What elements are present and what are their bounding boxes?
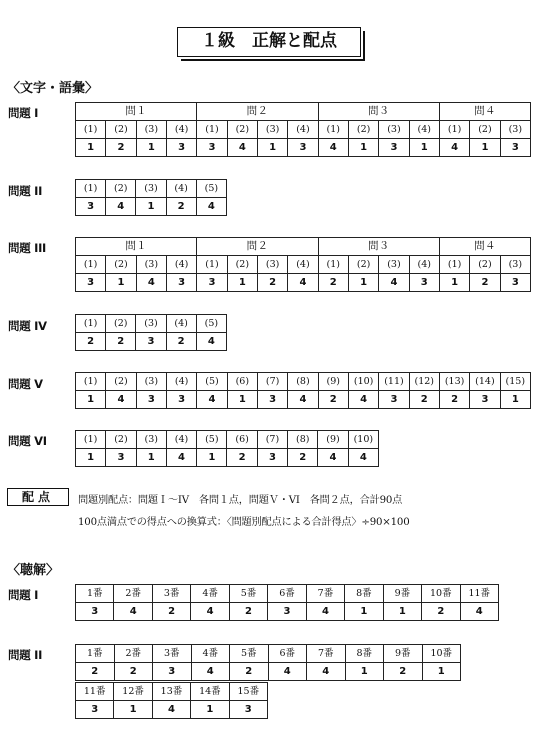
question-number-cell: (14) xyxy=(470,373,500,391)
question-number-cell: 10番 xyxy=(422,585,460,603)
question-number-cell: (5) xyxy=(196,180,226,198)
answer-cell: 4 xyxy=(460,603,498,621)
answer-cell: 2 xyxy=(166,333,196,351)
question-number-cell: (2) xyxy=(106,373,136,391)
answer-cell: 2 xyxy=(166,198,196,216)
question-number-cell: (1) xyxy=(197,256,227,274)
answer-cell: 1 xyxy=(136,198,166,216)
moji-p1-table xyxy=(75,102,531,157)
answer-cell: 2 xyxy=(76,333,106,351)
question-number-cell: (1) xyxy=(76,180,106,198)
answer-cell: 2 xyxy=(114,663,153,681)
group-header-row xyxy=(76,238,531,256)
question-number-cell: 4番 xyxy=(191,585,229,603)
question-number-cell: (1) xyxy=(76,373,106,391)
answer-cell: 4 xyxy=(318,139,348,157)
chokai-p2-label: 問題 II xyxy=(8,648,43,662)
answer-row xyxy=(76,139,531,157)
question-number-cell: 7番 xyxy=(306,585,344,603)
answer-cell: 2 xyxy=(318,391,348,409)
question-number-cell: (4) xyxy=(166,431,196,449)
question-number-cell: (3) xyxy=(257,256,287,274)
question-number-cell: (1) xyxy=(197,121,227,139)
answer-cell: 3 xyxy=(268,603,306,621)
question-number-cell: (13) xyxy=(439,373,469,391)
answer-cell: 3 xyxy=(288,139,318,157)
question-number-row xyxy=(76,645,461,663)
answer-cell: 3 xyxy=(409,274,439,292)
answer-cell: 1 xyxy=(227,274,257,292)
answer-row xyxy=(76,333,227,351)
question-number-cell: (3) xyxy=(257,121,287,139)
answer-cell: 1 xyxy=(257,139,287,157)
question-number-cell: (4) xyxy=(166,373,196,391)
moji-p2-label: 問題 II xyxy=(8,184,43,198)
question-number-cell: (4) xyxy=(288,256,318,274)
answer-cell: 1 xyxy=(227,391,257,409)
answer-cell: 2 xyxy=(409,391,439,409)
group-header-cell: 問１ xyxy=(76,103,197,121)
question-number-cell: (2) xyxy=(348,256,378,274)
answer-cell: 4 xyxy=(152,701,190,719)
chokai-p1-table xyxy=(75,584,499,621)
question-number-cell: (3) xyxy=(500,256,530,274)
question-number-cell: (5) xyxy=(197,373,227,391)
answer-cell: 1 xyxy=(136,139,166,157)
question-number-row xyxy=(76,256,531,274)
answer-cell: 1 xyxy=(345,603,383,621)
question-number-cell: 11番 xyxy=(460,585,498,603)
moji-p2-table xyxy=(75,179,227,216)
question-number-cell: (2) xyxy=(106,256,136,274)
group-header-cell: 問４ xyxy=(439,103,530,121)
question-number-cell: (3) xyxy=(379,121,409,139)
answer-cell: 2 xyxy=(76,663,115,681)
moji-p5-label: 問題 V xyxy=(8,377,43,391)
answer-cell: 4 xyxy=(348,391,378,409)
question-number-cell: 4番 xyxy=(191,645,230,663)
question-number-row xyxy=(76,585,499,603)
answer-cell: 1 xyxy=(383,603,421,621)
question-number-cell: (4) xyxy=(166,121,196,139)
question-number-cell: 6番 xyxy=(268,645,307,663)
answer-cell: 4 xyxy=(196,333,226,351)
question-number-cell: (4) xyxy=(166,256,196,274)
question-number-cell: (3) xyxy=(136,256,166,274)
answer-cell: 1 xyxy=(500,391,530,409)
answer-cell: 3 xyxy=(197,274,227,292)
answer-cell: 2 xyxy=(152,603,190,621)
answer-cell: 2 xyxy=(439,391,469,409)
answer-cell: 4 xyxy=(106,391,136,409)
moji-p3-label: 問題 III xyxy=(8,241,47,255)
question-number-cell: (1) xyxy=(76,121,106,139)
answer-cell: 4 xyxy=(106,198,136,216)
question-number-row xyxy=(76,121,531,139)
chokai-p1-label: 問題 I xyxy=(8,588,39,602)
question-number-cell: (3) xyxy=(136,121,166,139)
question-number-cell: (10) xyxy=(348,431,378,449)
answer-cell: 4 xyxy=(191,603,229,621)
question-number-cell: 8番 xyxy=(345,585,383,603)
haiten-tag: 配点 xyxy=(7,488,69,506)
question-number-cell: (1) xyxy=(318,256,348,274)
answer-cell: 3 xyxy=(76,603,114,621)
answer-row xyxy=(76,274,531,292)
answer-cell: 1 xyxy=(136,449,166,467)
answer-cell: 2 xyxy=(288,449,318,467)
question-number-cell: 2番 xyxy=(114,645,153,663)
answer-cell: 3 xyxy=(500,274,530,292)
question-number-cell: (1) xyxy=(76,431,106,449)
question-number-cell: 6番 xyxy=(268,585,306,603)
question-number-cell: (3) xyxy=(379,256,409,274)
answer-row xyxy=(76,663,461,681)
answer-cell: 1 xyxy=(197,449,227,467)
question-number-cell: (4) xyxy=(166,315,196,333)
question-number-cell: (2) xyxy=(227,256,257,274)
question-number-cell: 5番 xyxy=(229,585,267,603)
answer-cell: 3 xyxy=(76,701,114,719)
answer-cell: 2 xyxy=(470,274,500,292)
group-header-cell: 問３ xyxy=(318,103,439,121)
question-number-cell: (1) xyxy=(439,121,469,139)
answer-row xyxy=(76,198,227,216)
haiten-line-2: 100点満点での得点への換算式：〈問題別配点による合計得点〉÷90×100 xyxy=(78,517,410,528)
question-number-cell: (4) xyxy=(288,121,318,139)
answer-cell: 4 xyxy=(348,449,378,467)
answer-cell: 1 xyxy=(76,391,106,409)
group-header-cell: 問４ xyxy=(439,238,530,256)
answer-cell: 4 xyxy=(306,603,344,621)
moji-p1-label: 問題 I xyxy=(8,106,39,120)
section-heading-moji: 〈文字・語彙〉 xyxy=(7,81,99,96)
answer-cell: 3 xyxy=(106,449,136,467)
answer-cell: 4 xyxy=(136,274,166,292)
answer-cell: 2 xyxy=(229,603,267,621)
answer-cell: 1 xyxy=(114,701,152,719)
question-number-cell: (9) xyxy=(318,431,348,449)
answer-cell: 3 xyxy=(257,449,287,467)
answer-row xyxy=(76,701,268,719)
answer-cell: 1 xyxy=(106,274,136,292)
answer-cell: 1 xyxy=(348,274,378,292)
question-number-cell: 12番 xyxy=(114,683,152,701)
group-header-cell: 問１ xyxy=(76,238,197,256)
question-number-cell: (10) xyxy=(348,373,378,391)
moji-p4-table xyxy=(75,314,227,351)
answer-cell: 3 xyxy=(166,274,196,292)
question-number-cell: (12) xyxy=(409,373,439,391)
question-number-cell: (1) xyxy=(439,256,469,274)
answer-cell: 4 xyxy=(166,449,196,467)
question-number-cell: (5) xyxy=(196,315,226,333)
answer-cell: 2 xyxy=(384,663,423,681)
question-number-cell: 14番 xyxy=(191,683,229,701)
question-number-cell: 9番 xyxy=(383,585,421,603)
moji-p6-table xyxy=(75,430,379,467)
answer-cell: 4 xyxy=(439,139,469,157)
question-number-cell: (2) xyxy=(470,256,500,274)
question-number-cell: 1番 xyxy=(76,585,114,603)
question-number-cell: (5) xyxy=(197,431,227,449)
answer-row xyxy=(76,391,531,409)
answer-cell: 3 xyxy=(470,391,500,409)
answer-cell: 4 xyxy=(288,274,318,292)
question-number-cell: 3番 xyxy=(152,585,190,603)
answer-cell: 4 xyxy=(114,603,152,621)
answer-cell: 4 xyxy=(196,198,226,216)
answer-cell: 1 xyxy=(76,139,106,157)
question-number-cell: 7番 xyxy=(307,645,346,663)
answer-cell: 4 xyxy=(227,139,257,157)
question-number-cell: (1) xyxy=(318,121,348,139)
question-number-cell: 9番 xyxy=(384,645,423,663)
answer-row xyxy=(76,449,379,467)
answer-cell: 4 xyxy=(307,663,346,681)
question-number-cell: (3) xyxy=(136,431,166,449)
question-number-row xyxy=(76,180,227,198)
question-number-cell: (9) xyxy=(318,373,348,391)
answer-cell: 1 xyxy=(470,139,500,157)
group-header-row xyxy=(76,103,531,121)
question-number-cell: 11番 xyxy=(76,683,114,701)
answer-cell: 2 xyxy=(318,274,348,292)
group-header-cell: 問３ xyxy=(318,238,439,256)
moji-p4-label: 問題 IV xyxy=(8,319,47,333)
answer-cell: 3 xyxy=(76,198,106,216)
chokai-p2-table-b xyxy=(75,682,268,719)
answer-cell: 3 xyxy=(257,391,287,409)
answer-cell: 1 xyxy=(191,701,229,719)
answer-cell: 3 xyxy=(229,701,267,719)
question-number-cell: (2) xyxy=(106,431,136,449)
answer-cell: 2 xyxy=(257,274,287,292)
chokai-p2-table-a xyxy=(75,644,461,681)
answer-cell: 1 xyxy=(345,663,384,681)
question-number-cell: (1) xyxy=(76,315,106,333)
answer-cell: 1 xyxy=(409,139,439,157)
question-number-cell: (3) xyxy=(500,121,530,139)
question-number-cell: (2) xyxy=(106,315,136,333)
answer-cell: 2 xyxy=(422,603,460,621)
answer-cell: 3 xyxy=(197,139,227,157)
question-number-cell: 10番 xyxy=(422,645,461,663)
question-number-cell: (2) xyxy=(348,121,378,139)
question-number-cell: 8番 xyxy=(345,645,384,663)
answer-cell: 3 xyxy=(500,139,530,157)
question-number-cell: (3) xyxy=(136,180,166,198)
answer-cell: 4 xyxy=(268,663,307,681)
question-number-cell: (15) xyxy=(500,373,530,391)
answer-cell: 1 xyxy=(76,449,106,467)
question-number-row xyxy=(76,683,268,701)
question-number-cell: (8) xyxy=(288,431,318,449)
answer-cell: 2 xyxy=(106,139,136,157)
question-number-cell: (4) xyxy=(166,180,196,198)
question-number-cell: (7) xyxy=(257,431,287,449)
question-number-cell: 15番 xyxy=(229,683,267,701)
question-number-row xyxy=(76,315,227,333)
answer-cell: 3 xyxy=(136,333,166,351)
answer-cell: 3 xyxy=(76,274,106,292)
haiten-line-1: 問題別配点：問題Ｉ～IV 各問１点，問題Ｖ・VI 各問２点，合計90点 xyxy=(78,495,403,506)
question-number-cell: (2) xyxy=(470,121,500,139)
answer-cell: 1 xyxy=(439,274,469,292)
answer-cell: 2 xyxy=(230,663,269,681)
question-number-cell: (2) xyxy=(227,121,257,139)
question-number-cell: (2) xyxy=(106,121,136,139)
answer-cell: 1 xyxy=(348,139,378,157)
group-header-cell: 問２ xyxy=(197,238,318,256)
answer-cell: 4 xyxy=(379,274,409,292)
question-number-cell: (6) xyxy=(227,431,257,449)
question-number-cell: (3) xyxy=(136,315,166,333)
question-number-cell: (2) xyxy=(106,180,136,198)
answer-cell: 1 xyxy=(422,663,461,681)
question-number-cell: (7) xyxy=(257,373,287,391)
question-number-cell: (1) xyxy=(76,256,106,274)
answer-cell: 2 xyxy=(106,333,136,351)
question-number-cell: (4) xyxy=(409,121,439,139)
question-number-cell: (8) xyxy=(288,373,318,391)
page-title: １級 正解と配点 xyxy=(177,27,361,57)
answer-cell: 4 xyxy=(191,663,230,681)
moji-p3-table xyxy=(75,237,531,292)
answer-cell: 3 xyxy=(379,391,409,409)
answer-cell: 3 xyxy=(166,139,196,157)
section-heading-chokai: 〈聴解〉 xyxy=(7,563,60,578)
question-number-row xyxy=(76,373,531,391)
question-number-cell: (4) xyxy=(409,256,439,274)
question-number-row xyxy=(76,431,379,449)
answer-row xyxy=(76,603,499,621)
question-number-cell: (11) xyxy=(379,373,409,391)
question-number-cell: 13番 xyxy=(152,683,190,701)
answer-cell: 4 xyxy=(288,391,318,409)
answer-cell: 3 xyxy=(153,663,192,681)
question-number-cell: 5番 xyxy=(230,645,269,663)
question-number-cell: (6) xyxy=(227,373,257,391)
group-header-cell: 問２ xyxy=(197,103,318,121)
question-number-cell: 1番 xyxy=(76,645,115,663)
question-number-cell: 2番 xyxy=(114,585,152,603)
moji-p6-label: 問題 VI xyxy=(8,434,47,448)
answer-cell: 3 xyxy=(379,139,409,157)
question-number-cell: (3) xyxy=(136,373,166,391)
moji-p5-table xyxy=(75,372,531,409)
answer-cell: 3 xyxy=(166,391,196,409)
answer-cell: 4 xyxy=(318,449,348,467)
answer-cell: 4 xyxy=(197,391,227,409)
answer-cell: 2 xyxy=(227,449,257,467)
question-number-cell: 3番 xyxy=(153,645,192,663)
answer-cell: 3 xyxy=(136,391,166,409)
